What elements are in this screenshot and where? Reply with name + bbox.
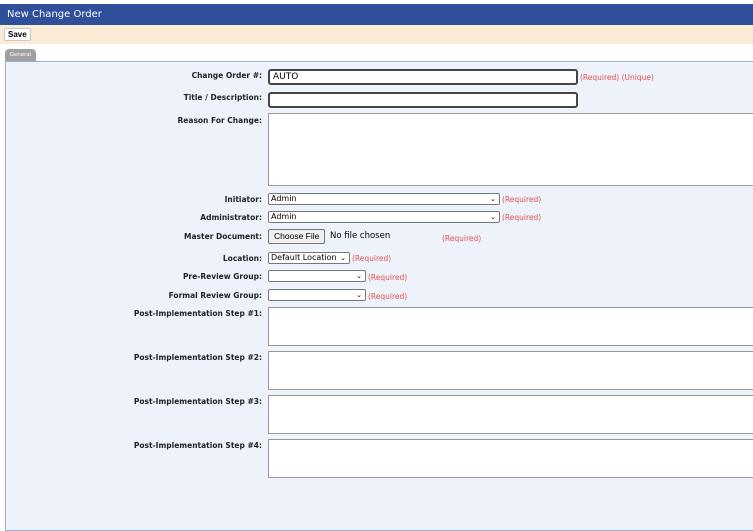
- choose-file-button[interactable]: Choose File: [268, 229, 325, 244]
- chevron-down-icon: ⌄: [356, 291, 362, 299]
- initiator-label: Initiator:: [224, 195, 262, 204]
- administrator-select[interactable]: [268, 211, 500, 223]
- post-step-4-label: Post-Implementation Step #4:: [133, 441, 262, 450]
- reason-textarea[interactable]: [268, 113, 753, 186]
- location-selected: Default Location: [271, 253, 337, 262]
- post-step-3-label: Post-Implementation Step #3:: [133, 397, 262, 406]
- save-button[interactable]: Save: [4, 28, 31, 41]
- initiator-required-note: (Required): [502, 195, 542, 204]
- administrator-label: Administrator:: [200, 213, 262, 222]
- master-document-required-note: (Required): [442, 234, 482, 243]
- post-step-4-textarea[interactable]: [268, 439, 753, 478]
- chevron-down-icon: ⌄: [490, 213, 496, 221]
- change-order-required-note: (Required) (Unique): [580, 73, 654, 82]
- change-order-input[interactable]: [268, 69, 578, 85]
- change-order-value: AUTO: [273, 72, 299, 82]
- post-step-2-textarea[interactable]: [268, 351, 753, 390]
- chevron-down-icon: ⌄: [490, 195, 496, 203]
- administrator-selected: Admin: [271, 212, 297, 221]
- post-step-1-label: Post-Implementation Step #1:: [133, 309, 262, 318]
- pre-review-group-label: Pre-Review Group:: [182, 272, 262, 281]
- pre-review-group-required-note: (Required): [368, 273, 408, 282]
- post-step-1-textarea[interactable]: [268, 307, 753, 346]
- title-description-label: Title / Description:: [183, 93, 262, 102]
- chevron-down-icon: ⌄: [340, 254, 346, 262]
- formal-review-group-required-note: (Required): [368, 292, 408, 301]
- location-label: Location:: [222, 254, 262, 263]
- location-required-note: (Required): [352, 254, 392, 263]
- administrator-required-note: (Required): [502, 213, 542, 222]
- reason-label: Reason For Change:: [177, 116, 262, 125]
- toolbar: [0, 25, 753, 44]
- location-select[interactable]: [268, 252, 350, 264]
- change-order-label: Change Order #:: [191, 71, 262, 80]
- initiator-selected: Admin: [271, 194, 297, 203]
- post-step-2-label: Post-Implementation Step #2:: [133, 353, 262, 362]
- pre-review-group-select[interactable]: [268, 270, 366, 282]
- initiator-select[interactable]: [268, 193, 500, 205]
- tab-general[interactable]: General: [5, 49, 36, 61]
- formal-review-group-label: Formal Review Group:: [168, 291, 262, 300]
- window-title: New Change Order: [0, 4, 753, 25]
- file-status: No file chosen: [330, 231, 391, 241]
- formal-review-group-select[interactable]: [268, 289, 366, 301]
- title-description-input[interactable]: [268, 92, 578, 108]
- post-step-3-textarea[interactable]: [268, 395, 753, 434]
- master-document-label: Master Document:: [184, 232, 262, 241]
- chevron-down-icon: ⌄: [356, 272, 362, 280]
